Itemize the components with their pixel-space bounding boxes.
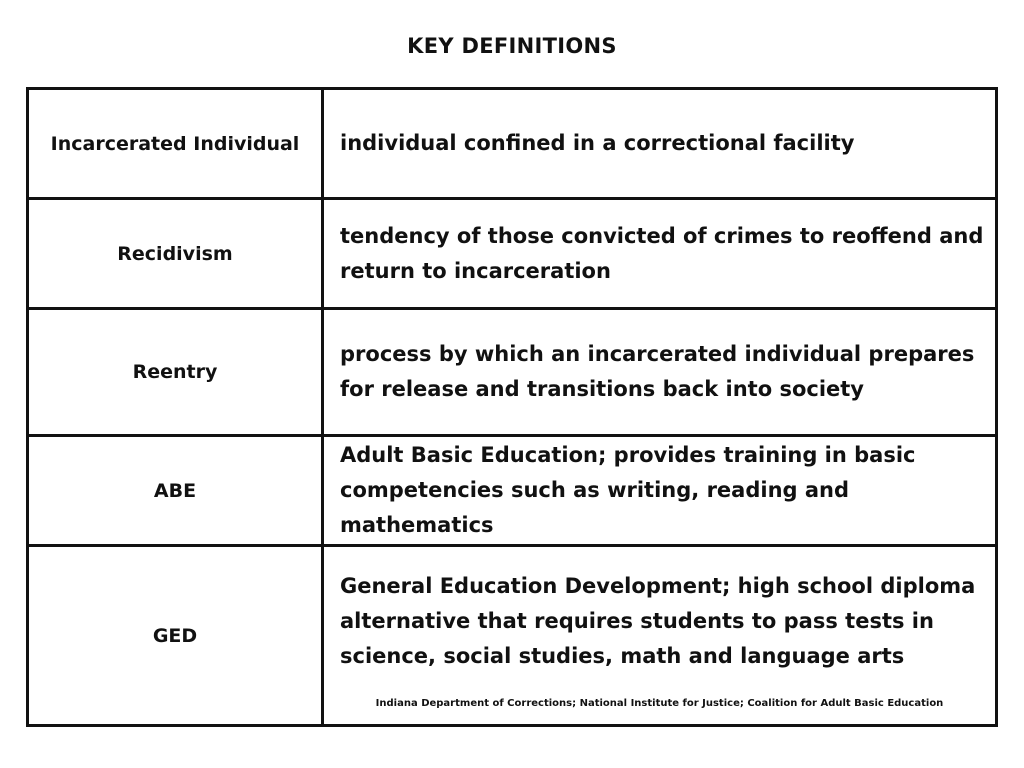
table-row [28, 309, 997, 436]
term-cell: ABE [28, 436, 323, 546]
page-title: KEY DEFINITIONS [407, 34, 617, 58]
table-row [28, 546, 997, 726]
definitions-table [26, 87, 998, 727]
term-cell: Recidivism [28, 199, 323, 309]
term-cell: Reentry [28, 309, 323, 436]
definition-cell: Adult Basic Education; provides training in basic competencies such as writing, reading and mathematics [323, 436, 997, 546]
table-row [28, 89, 997, 199]
definition-cell: individual confined in a correctional facility [323, 89, 997, 199]
definition-cell: tendency of those convicted of crimes to reoffend and return to incarceration [323, 199, 997, 309]
definition-cell: process by which an incarcerated individual prepares for release and transitions back into society [323, 309, 997, 436]
term-cell: Incarcerated Individual [28, 89, 323, 199]
table-row [28, 436, 997, 546]
term-cell: GED [28, 546, 323, 726]
definition-text: General Education Development; high school diploma alternative that requires students to pass tests in science, social studies, math and language arts [340, 574, 976, 668]
source-note: Indiana Department of Corrections; National Institute for Justice; Coalition for Adult Basic Education [375, 698, 944, 709]
table-row [28, 199, 997, 309]
definition-cell-last [323, 546, 997, 726]
